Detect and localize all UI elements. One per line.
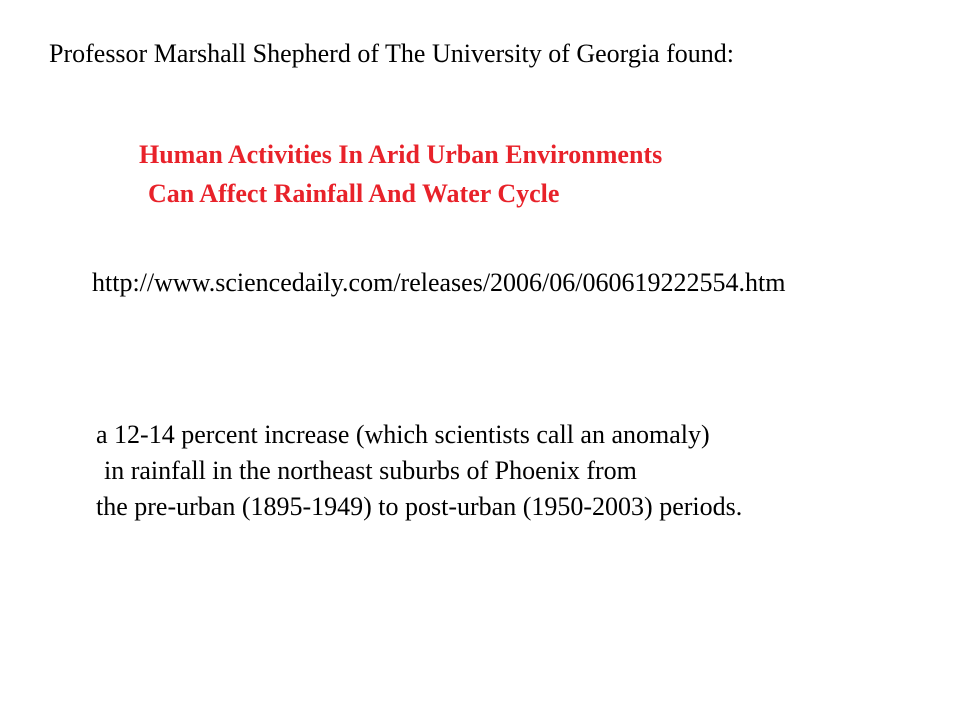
finding-line-3: the pre-urban (1895-1949) to post-urban (1950-2003) periods. [96, 492, 743, 521]
intro-text: Professor Marshall Shepherd of The University of Georgia found: [49, 39, 735, 68]
finding-line-1: a 12-14 percent increase (which scientists call an anomaly) [96, 420, 710, 449]
finding-line-2: in rainfall in the northeast suburbs of Phoenix from [104, 456, 637, 485]
headline-line-1: Human Activities In Arid Urban Environments [139, 140, 663, 169]
headline-line-2: Can Affect Rainfall And Water Cycle [148, 179, 560, 208]
source-url: http://www.sciencedaily.com/releases/2006/06/060619222554.htm [92, 268, 786, 297]
